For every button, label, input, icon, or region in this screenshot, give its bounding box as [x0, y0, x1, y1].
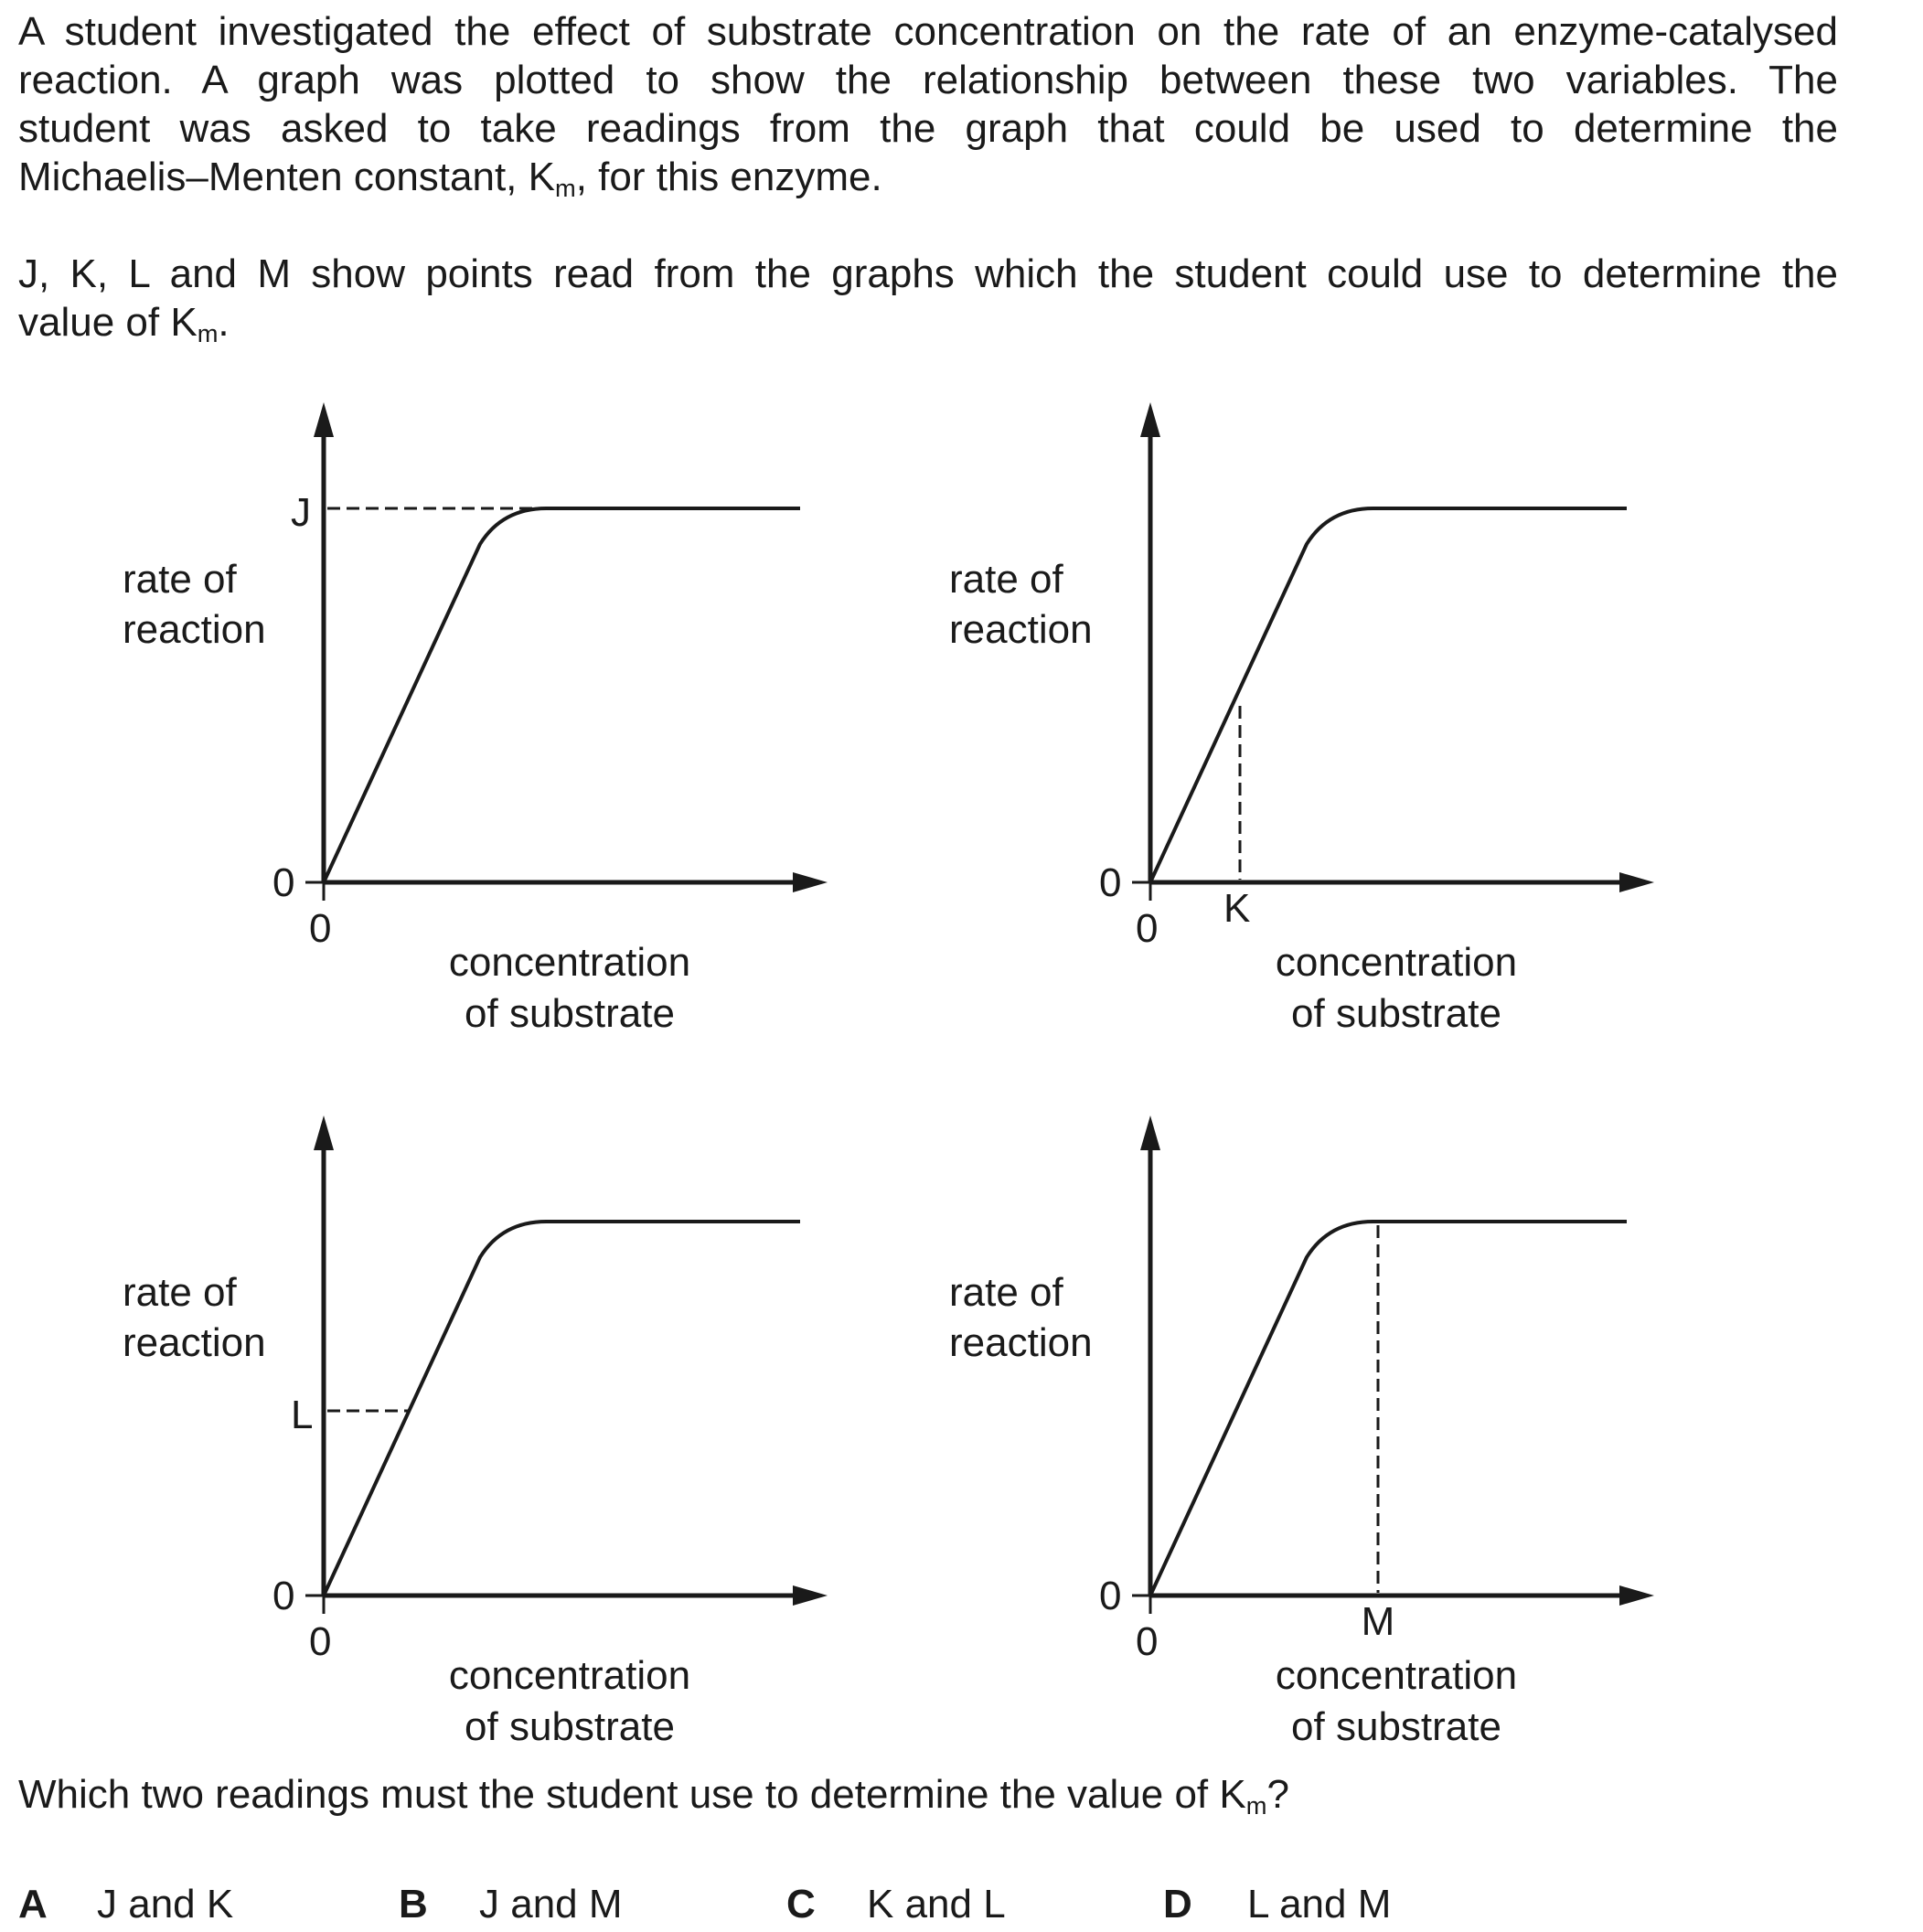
y-axis-label-line-2: reaction [949, 607, 1093, 652]
points-line-1: J, K, L and M show points read from the graphs which the student could use to determine the [18, 251, 1838, 296]
y-axis-label-line-2: reaction [123, 1320, 266, 1365]
x-origin-label: 0 [309, 906, 332, 951]
option-c[interactable] [786, 1882, 1006, 1927]
y-origin-label: 0 [1099, 860, 1122, 905]
option-letter: D [1163, 1882, 1192, 1927]
point-label-m: M [1361, 1599, 1395, 1644]
x-origin-label: 0 [309, 1619, 332, 1664]
x-origin-label: 0 [1136, 1619, 1159, 1664]
points-line-2-text: value of K [18, 300, 198, 345]
y-axis-label-line-1: rate of [123, 557, 237, 602]
x-axis-label-line-1: concentration [1275, 1653, 1518, 1698]
intro-line-4-text: Michaelis–Menten constant, K [18, 155, 555, 199]
y-axis-arrowhead [1140, 402, 1160, 437]
intro-line-1: A student investigated the effect of substrate concentration on the rate of an enzyme-catalysed [18, 9, 1838, 54]
x-axis-label-line-2: of substrate [1291, 991, 1501, 1036]
x-axis-label-line-2: of substrate [465, 991, 675, 1036]
x-axis-arrowhead [1619, 872, 1654, 892]
graph-k [949, 402, 1654, 1036]
point-label-k: K [1223, 886, 1251, 931]
x-origin-label: 0 [1136, 906, 1159, 951]
option-text: J and M [479, 1882, 623, 1927]
y-axis-label-line-1: rate of [949, 557, 1063, 602]
x-axis-label-line-1: concentration [448, 1653, 691, 1698]
graph-m [949, 1115, 1654, 1749]
x-axis-arrowhead [793, 1585, 828, 1606]
x-axis-label-line-2: of substrate [465, 1704, 675, 1749]
y-origin-label: 0 [272, 860, 295, 905]
y-axis-arrowhead [314, 402, 334, 437]
x-axis-label-line-1: concentration [1275, 940, 1518, 985]
y-origin-label: 0 [272, 1574, 295, 1618]
intro-line-4-end: , for this enzyme. [575, 155, 882, 199]
answer-options [18, 1882, 1481, 1932]
intro-line-3: student was asked to take readings from the graph that could be used to determine the [18, 106, 1838, 151]
km-subscript: m [197, 318, 219, 347]
x-axis-arrowhead [1619, 1585, 1654, 1606]
intro-line-2: reaction. A graph was plotted to show the relationship between these two variables. The [18, 58, 1838, 102]
graph-j [123, 402, 828, 1036]
points-line-2-end: . [218, 300, 230, 345]
y-axis-arrowhead [1140, 1115, 1160, 1150]
graph-l [123, 1115, 828, 1749]
point-label-j: J [291, 490, 311, 535]
x-axis-label-line-2: of substrate [1291, 1704, 1501, 1749]
option-b[interactable] [399, 1882, 623, 1927]
km-subscript: m [1245, 1790, 1267, 1820]
y-origin-label: 0 [1099, 1574, 1122, 1618]
y-axis-label-line-1: rate of [949, 1270, 1063, 1315]
y-axis-arrowhead [314, 1115, 334, 1150]
option-letter: A [18, 1882, 48, 1927]
rate-curve [324, 1222, 800, 1596]
option-letter: B [399, 1882, 428, 1927]
option-letter: C [786, 1882, 816, 1927]
question-text-main: Which two readings must the student use to determine the value of K [18, 1772, 1246, 1817]
question-text [18, 1772, 1289, 1818]
option-d[interactable] [1163, 1882, 1392, 1927]
option-text: L and M [1247, 1882, 1392, 1927]
km-subscript: m [554, 173, 576, 202]
x-axis-label-line-1: concentration [448, 940, 691, 985]
rate-curve [1150, 508, 1627, 882]
question-mark: ? [1266, 1772, 1289, 1817]
y-axis-label-line-1: rate of [123, 1270, 237, 1315]
rate-curve [324, 508, 800, 882]
option-text: J and K [97, 1882, 234, 1927]
y-axis-label-line-2: reaction [123, 607, 266, 652]
option-a[interactable] [18, 1882, 234, 1927]
rate-curve [1150, 1222, 1627, 1596]
point-label-l: L [291, 1393, 314, 1437]
x-axis-arrowhead [793, 872, 828, 892]
y-axis-label-line-2: reaction [949, 1320, 1093, 1365]
option-text: K and L [867, 1882, 1006, 1927]
